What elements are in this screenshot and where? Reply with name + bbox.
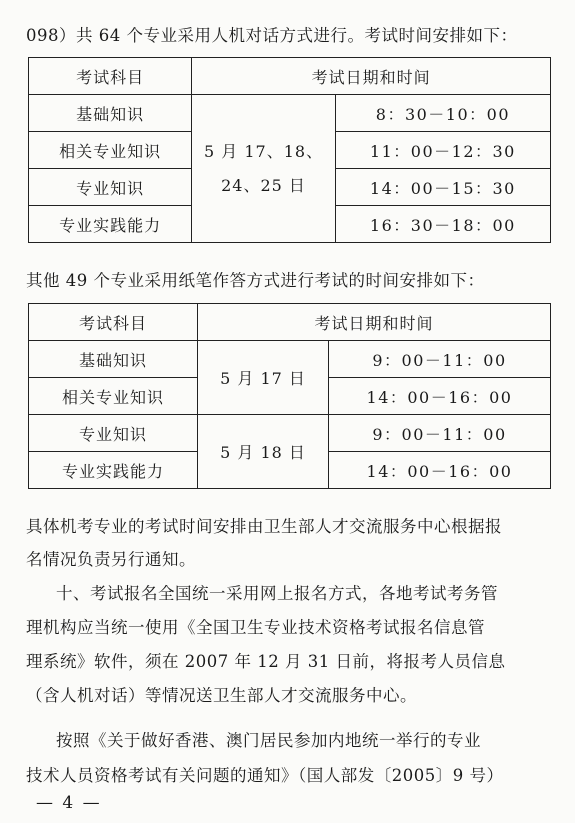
exam-schedule-table-computer [28, 57, 551, 243]
intro-line: 098）共 64 个专业采用人机对话方式进行。考试时间安排如下： [26, 26, 518, 45]
paragraph-line: 名情况负责另行通知。 [26, 550, 196, 569]
date-cell: 5 月 17、18、 24、25 日 [192, 95, 336, 243]
subject-cell: 基础知识 [29, 95, 192, 132]
table-header-row [29, 304, 551, 341]
time-cell: 14：00－16：00 [329, 378, 551, 415]
paragraph-line: 理机构应当统一使用《全国卫生专业技术资格考试报名信息管 [26, 618, 485, 637]
subject-cell: 专业实践能力 [29, 452, 198, 489]
subject-cell: 专业知识 [29, 169, 192, 206]
date-cell: 5 月 18 日 [198, 415, 329, 489]
time-cell: 9：00－11：00 [329, 341, 551, 378]
header-subject: 考试科目 [29, 58, 192, 95]
time-cell: 16：30－18：00 [335, 206, 550, 243]
table-row [29, 415, 551, 452]
paragraph-line: 技术人员资格考试有关问题的通知》（国人部发〔2005〕9 号） [26, 766, 504, 785]
subject-cell: 基础知识 [29, 341, 198, 378]
date-cell: 5 月 17 日 [198, 341, 329, 415]
table-row [29, 95, 551, 132]
page-number: — 4 — [36, 793, 102, 813]
subject-cell: 相关专业知识 [29, 132, 192, 169]
time-cell: 14：00－15：30 [335, 169, 550, 206]
table-row [29, 341, 551, 378]
paragraph-line: 具体机考专业的考试时间安排由卫生部人才交流服务中心根据报 [26, 517, 502, 536]
exam-schedule-table-paper [28, 303, 551, 489]
time-cell: 9：00－11：00 [329, 415, 551, 452]
subject-cell: 专业知识 [29, 415, 198, 452]
time-cell: 14：00－16：00 [329, 452, 551, 489]
table-header-row [29, 58, 551, 95]
middle-line: 其他 49 个专业采用纸笔作答方式进行考试的时间安排如下： [26, 271, 485, 290]
time-cell: 11：00－12：30 [335, 132, 550, 169]
paragraph-line: 按照《关于做好香港、澳门居民参加内地统一举行的专业 [56, 731, 481, 750]
header-datetime: 考试日期和时间 [198, 304, 551, 341]
header-datetime: 考试日期和时间 [192, 58, 551, 95]
time-cell: 8：30－10：00 [335, 95, 550, 132]
paragraph-line: （含人机对话）等情况送卫生部人才交流服务中心。 [26, 686, 417, 705]
subject-cell: 专业实践能力 [29, 206, 192, 243]
header-subject: 考试科目 [29, 304, 198, 341]
paragraph-line: 十、考试报名全国统一采用网上报名方式，各地考试考务管 [56, 584, 498, 603]
paragraph-line: 理系统》软件，须在 2007 年 12 月 31 日前，将报考人员信息 [26, 652, 506, 671]
subject-cell: 相关专业知识 [29, 378, 198, 415]
